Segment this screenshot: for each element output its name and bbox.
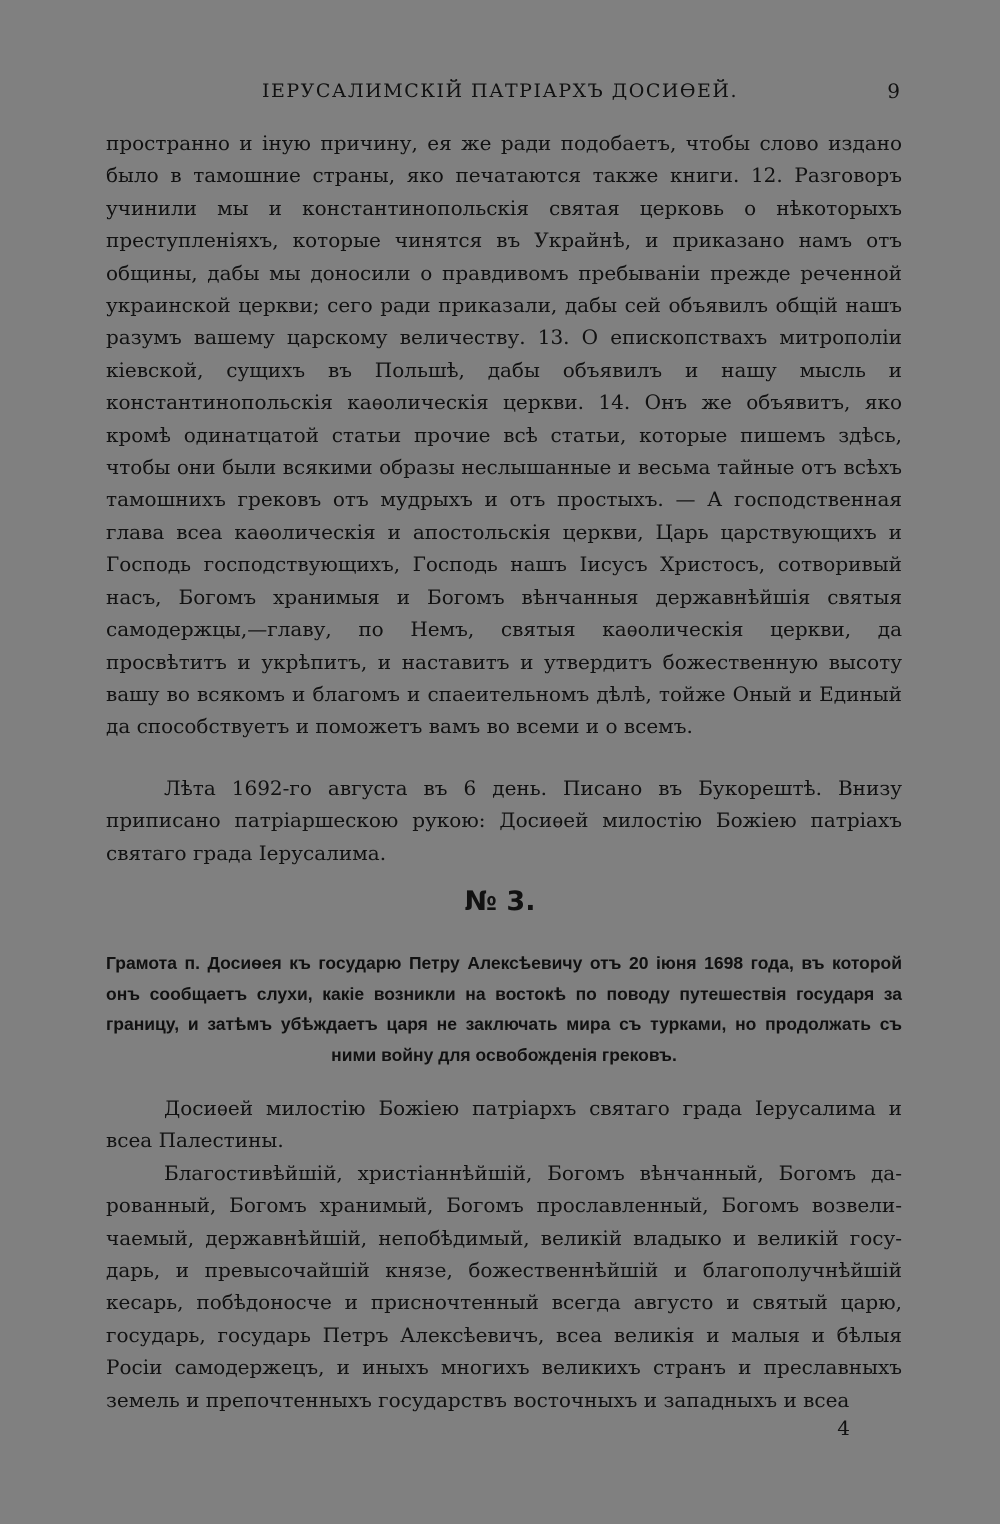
paragraph-titles: Благостивѣйшій, христіаннѣйшій, Богомъ вѣнчанный, Богомъ дарованный, Богомъ хранимый, Богомъ прославленный, Богомъ возвеличаемый, державнѣйшій, непобѣдимый, великій владыко и великій государь, и превысочайшій князе, божественнѣйшій и благополучнѣйшій кесарь, побѣдоносче и присночтенный всегда августо и святый царю, государь, государь Петръ Алексѣевичъ, всеа великія и малыя и бѣлыя Росіи самодержецъ, и иныхъ многихъ великихъ странъ и преславныхъ земель и препочтенныхъ государствъ восточныхъ и западныхъ и всеа — [106, 1160, 902, 1412]
document-summary: Грамота п. Досиѳея къ государю Петру Алексѣевичу отъ 20 іюня 1698 года, въ которой онъ сообщаетъ слухи, какіе возникли на востокѣ по поводу путешествія государя за границу, и затѣмъ убѣждаетъ царя не заключать мира съ турками, но продолжать съ ними войну для освобожденія грековъ. — [106, 953, 902, 1065]
letter-body — [106, 1092, 902, 1416]
document-number-heading: № 3. — [464, 886, 536, 917]
paragraph-dating — [106, 772, 902, 869]
running-title: ІЕРУСАЛИМСКІЙ ПАТРІАРХЪ ДОСИѲЕЙ. — [262, 80, 738, 102]
page-number: 9 — [887, 79, 900, 103]
paragraph-text: Лѣта 1692-го августа въ 6 день. Писано въ Букорештѣ. Внизу приписано патріаршескою рукою: Досиѳей милостію Божіею патріахъ святаго града Іерусалима. — [106, 776, 902, 865]
running-head — [100, 76, 900, 106]
paragraph-text: пространно и іную причину, ея же ради подобаетъ, чтобы слово издано было в тамошние страны, яко печатаются также книги. 12. Разговоръ учинили мы и константинопольскія святая церковь о нѣкоторыхъ преступленіяхъ, которые чинятся въ Украйнѣ, и приказано намъ отъ общины, дабы мы доносили о правдивомъ пребываніи прежде реченной украинской церкви; сего ради приказали, дабы сей объявилъ общій нашъ разумъ вашему царскому величеству. 13. О епископствахъ митрополіи кіевской, сущихъ въ Польшѣ, дабы объявилъ и нашу мысль и константинопольскія каѳолическія церкви. 14. Онъ же объявитъ, яко кромѣ одинатцатой статьи прочие всѣ статьи, которые пишемъ здѣсь, чтобы они были всякими образы неслышанные и весьма тайные отъ всѣхъ тамошнихъ грековъ отъ мудрыхъ и отъ простыхъ. — А господственная глава всеа каѳолическія и апостольскія церкви, Царь царствующихъ и Господь господствующихъ, Господь нашъ Іисусъ Христосъ, сотворивый насъ, Богомъ хранимыя и Богомъ вѣнчанныя державнѣйшія святыя самодержцы,—главу, по Немъ, святыя каѳолическія церкви, да просвѣтитъ и укрѣпитъ, и наставитъ и утвердитъ божественную высоту вашу во всякомъ и благомъ и спаеительномъ дѣлѣ, тойже Оный и Единый да способствуетъ и поможетъ вамъ во всеми и о всемъ. — [106, 131, 902, 739]
signature-mark: 4 — [837, 1416, 850, 1440]
paragraph-letter-continuation — [106, 127, 902, 743]
paragraph-salutation: Досиѳей милостію Божіею патріархъ святаго града Іерусалима и всеа Палестины. — [106, 1096, 902, 1153]
